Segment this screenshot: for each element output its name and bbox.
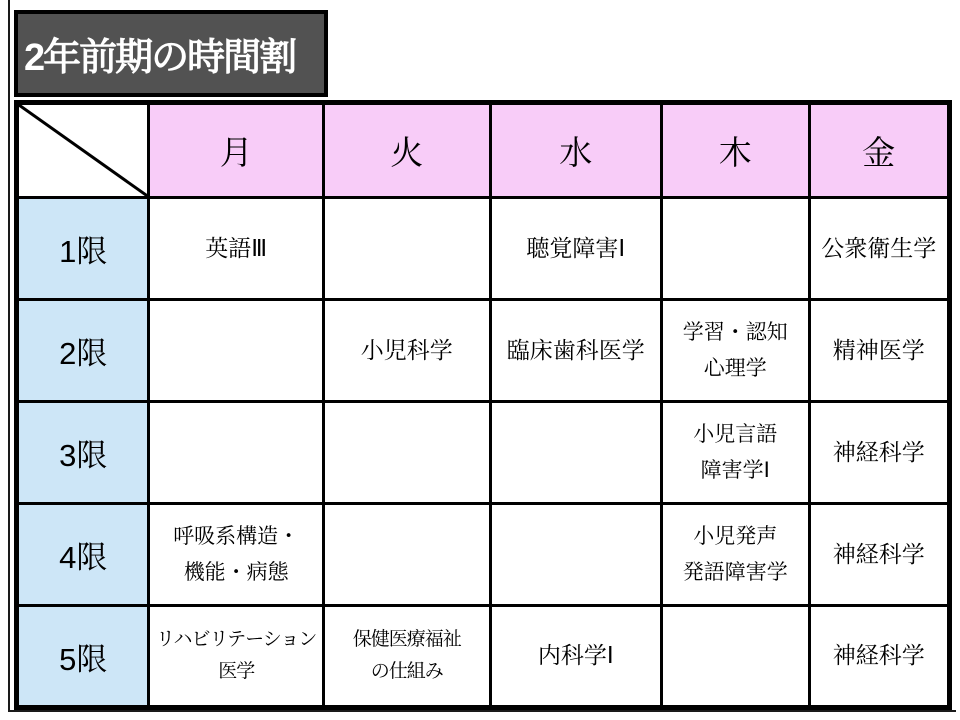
corner-cell	[17, 103, 149, 198]
course-name: 臨床歯科医学	[506, 336, 645, 363]
cell-wed-period1	[490, 198, 662, 300]
day-header-tue: 火	[323, 103, 490, 198]
cell-thu-period2	[662, 300, 809, 402]
period5-row	[17, 606, 950, 708]
cell-wed-period4	[490, 504, 662, 606]
course-name: 内科学Ⅰ	[537, 642, 614, 669]
cell-thu-period3	[662, 402, 809, 504]
period-header-3: 3限	[17, 402, 149, 504]
period-header-2: 2限	[17, 300, 149, 402]
cell-mon-period5	[149, 606, 324, 708]
cell-mon-period2	[149, 300, 324, 402]
day-header-fri: 金	[809, 103, 949, 198]
cell-wed-period5	[490, 606, 662, 708]
period1-row	[17, 198, 950, 300]
course-name: 精神医学	[832, 336, 925, 363]
cell-fri-period1	[809, 198, 949, 300]
course-name: 神経科学	[832, 438, 925, 465]
cell-fri-period3	[809, 402, 949, 504]
cell-mon-period3	[149, 402, 324, 504]
course-name: 小児科学	[360, 336, 453, 363]
day-header-thu: 木	[662, 103, 809, 198]
course-name-line2: 心理学	[703, 356, 767, 380]
course-name-line1: 保健医療福祉	[352, 628, 461, 650]
cell-fri-period4	[809, 504, 949, 606]
day-header-mon: 月	[149, 103, 324, 198]
cell-fri-period5	[809, 606, 949, 708]
cell-thu-period1	[662, 198, 809, 300]
timetable	[14, 100, 952, 710]
course-name-line2: 発語障害学	[682, 560, 788, 584]
course-name: 聴覚障害Ⅰ	[526, 234, 626, 261]
day-header-row	[17, 103, 950, 198]
cell-wed-period3	[490, 402, 662, 504]
course-name: 英語Ⅲ	[205, 234, 268, 261]
course-name: 公衆衛生学	[821, 234, 937, 261]
course-name-line2: 医学	[218, 661, 255, 682]
period3-row	[17, 402, 950, 504]
period2-row	[17, 300, 950, 402]
course-name-line1: 学習・認知	[682, 320, 788, 344]
diagonal-line-icon	[19, 105, 147, 196]
period-header-5: 5限	[17, 606, 149, 708]
cell-tue-period1	[323, 198, 490, 300]
cell-thu-period5	[662, 606, 809, 708]
cell-tue-period2	[323, 300, 490, 402]
slide-frame-left	[8, 0, 10, 712]
page-title	[14, 10, 328, 97]
period4-row	[17, 504, 950, 606]
slide-frame-bottom	[8, 710, 956, 712]
course-name-line1: リハビリテーション	[156, 628, 317, 650]
cell-thu-period4	[662, 504, 809, 606]
course-name-line1: 小児発声	[693, 524, 778, 548]
course-name-line1: 小児言語	[693, 422, 778, 446]
cell-wed-period2	[490, 300, 662, 402]
course-name: 神経科学	[832, 642, 925, 669]
cell-mon-period4	[149, 504, 324, 606]
cell-mon-period1	[149, 198, 324, 300]
page-title-text: 2年前期の時間割	[24, 37, 296, 79]
course-name-line2: の仕組み	[370, 661, 443, 682]
cell-tue-period4	[323, 504, 490, 606]
course-name-line2: 機能・病態	[183, 560, 289, 584]
period-header-1: 1限	[17, 198, 149, 300]
day-header-wed: 水	[490, 103, 662, 198]
course-name: 神経科学	[832, 540, 925, 567]
cell-tue-period3	[323, 402, 490, 504]
course-name-line2: 障害学Ⅰ	[700, 458, 770, 482]
period-header-4: 4限	[17, 504, 149, 606]
cell-fri-period2	[809, 300, 949, 402]
course-name-line1: 呼吸系構造・	[173, 524, 300, 548]
cell-tue-period5	[323, 606, 490, 708]
